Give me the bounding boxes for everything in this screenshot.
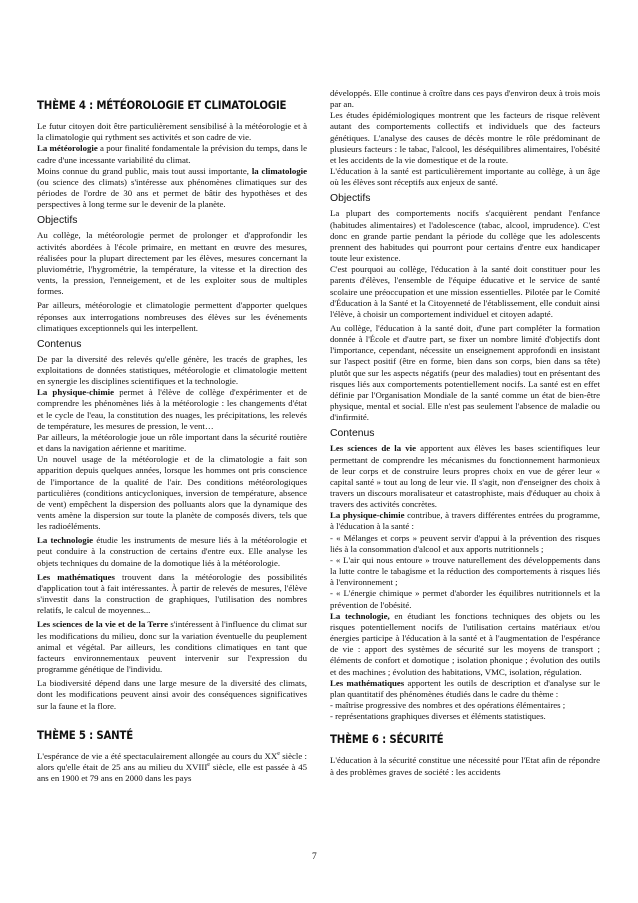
bold-term: La technologie,: [330, 610, 390, 621]
paragraph: Au collège, l'éducation à la santé doit, d'une part compléter la formation donnée à l'École et d'autre part, se fixer un nombre limité d'objectifs dont l'importance, cependant, nécessite un enseignement approfondi en insistant sur l'aspect positif (être en forme, bien dans son corps, bien dans sa tête) plutôt que sur les aspects négatifs (peur des maladies) tout en présentant des risques liés aux comportements potentiellement nocifs. La santé est en effet définie par l'Organisation Mondiale de la santé comme un état de bien-être physique, mental et social. Elle n'est pas seulement l'absence de maladie ou d'infirmité.: [330, 322, 600, 423]
paragraph: La météorologie a pour finalité fondamentale la prévision du temps, dans le cadre d'une incessante variabilité du climat.: [37, 143, 307, 165]
paragraph: Les mathématiques trouvent dans la météorologie des possibilités d'application tout à fait intéressantes. À partir de relevés de mesures, l'élève s'investit dans la construction de graphiques, l'utilisation des nombres relatifs, le calcul de moyennes...: [37, 571, 307, 616]
right-column: [330, 88, 600, 778]
theme-5-title: THÈME 5 : SANTÉ: [37, 729, 133, 742]
paragraph: Par ailleurs, météorologie et climatologie permettent d'apporter quelques réponses aux interrogations nombreuses des élèves sur les événements climatiques exceptionnels qui les interpellent.: [37, 300, 307, 333]
paragraph: Les mathématiques apportent les outils de description et d'analyse sur le plan quantitatif des phénomènes étudiés dans le cadre du thème :: [330, 677, 600, 699]
paragraph: C'est pourquoi au collège, l'éducation à la santé doit constituer pour les parents d'élèves, l'ensemble de l'équipe éducative et le service de santé scolaire une préoccupation et une mission essentielles. Pilotée par le Comité d'Éducation à la Santé et la Citoyenneté de l'établissement, elle conduit ainsi l'élève, à choisir un comportement individuel et citoyen adapté.: [330, 264, 600, 319]
paragraph: - « L'air qui nous entoure » trouve naturellement des développements dans la lutte contre le tabagisme et la réduction des comportements à risques liés à l'environnement ;: [330, 554, 600, 588]
paragraph: - représentations graphiques diverses et éléments statistiques.: [330, 711, 546, 722]
bold-term: Les sciences de la vie: [330, 443, 417, 454]
contenus-heading: Contenus: [330, 428, 375, 440]
paragraph: Par ailleurs, la météorologie joue un rôle important dans la sécurité routière et dans la navigation aérienne et maritime.: [37, 431, 307, 454]
bold-term: La physique-chimie: [37, 387, 115, 398]
paragraph: Le futur citoyen doit être particulièrement sensibilisé à la météorologie et à la climatologie qui rythment ses activités et son cadre de vie.: [37, 121, 307, 143]
bold-term: Les mathématiques: [37, 571, 115, 582]
paragraph: La biodiversité dépend dans une large mesure de la diversité des climats, dont les modifications peuvent ainsi avoir des conséquences significatives sur la faune et la flore.: [37, 678, 307, 711]
paragraph: Les sciences de la vie et de la Terre s'intéressent à l'influence du climat sur les modifications du milieu, donc sur la variation éventuelle du peuplement animal et végétal. Par ailleurs, les conditions climatiques en tant que facteurs environnementaux peuvent intervenir sur l'expression du programme génétique de l'individu.: [37, 619, 308, 675]
paragraph: La plupart des comportements nocifs s'acquièrent pendant l'enfance (habitudes alimentaires) et l'adolescence (tabac, alcool, imprudence). C'est donc en grande partie pendant la période du collège que les adolescents prennent des habitudes qui pourront pour certains d'entre eux handicaper toute leur existence.: [330, 208, 600, 264]
theme-6-title: THÈME 6 : SÉCURITÉ: [330, 734, 444, 747]
paragraph: La technologie, en étudiant les fonctions techniques des objets ou les risques potentiellement nocifs de l'utilisation certains matériaux et/ou énergies participe à l'éducation à la santé et à l'augmentation de l'espérance de vie : apport des systèmes de sécurité sur les moyens de transport ; éléments de confort et domotique ; isolation phonique ; évolution des outils et des machines ; évolution des habitations, VMC, isolation, régulation.: [330, 610, 600, 677]
theme-4-title: THÈME 4 : MÉTÉOROLOGIE ET CLIMATOLOGIE: [37, 100, 287, 113]
paragraph: L'éducation à la santé est particulièrement importante au collège, à un âge où les élèves sont réceptifs aux enjeux de santé.: [330, 166, 600, 188]
bold-term: La technologie: [37, 535, 94, 546]
bold-term: Les sciences de la vie et de la Terre: [37, 619, 169, 630]
paragraph: Moins connue du grand public, mais tout aussi importante, la climatologie (ou science des climats) s'intéresse aux phénomènes climatiques sur des périodes de l'ordre de 30 ans et permet de bâtir des hypothèses et des perspectives à long terme sur le devenir de la planète.: [37, 165, 307, 210]
contenus-heading: Contenus: [37, 338, 82, 350]
bold-term: La physique-chimie: [330, 510, 405, 521]
bold-term: La météorologie: [37, 143, 98, 154]
paragraph: La physique-chimie contribue, à travers différentes entrées du programme, à l'éducation à la santé :: [330, 510, 600, 532]
objectifs-heading: Objectifs: [37, 215, 78, 227]
paragraph: La physique-chimie permet à l'élève de collège d'expérimenter et de comprendre les phénomènes liés à la météorologie : les changements d'état et le cycle de l'eau, la constitution des nuages, les précipitations, les relevés de température, les mesures de pression, le vent…: [37, 387, 307, 431]
paragraph: - « Mélanges et corps » peuvent servir d'appui à la prévention des risques liés à la consommation d'alcool et aux apports nutritionnels ;: [330, 532, 600, 554]
paragraph: Les sciences de la vie apportent aux élèves les bases scientifiques leur permettant de comprendre les mécanismes du fonctionnement harmonieux de leur corps et de construire leurs propres choix en vue de gérer leur « capital santé » tout au long de leur vie. Il s'agit, non d'enseigner des choix à travers un discours moralisateur et catastrophiste, mais d'éduquer au choix à travers des activités concrètes.: [330, 443, 600, 510]
bold-term: la climatologie: [251, 165, 307, 176]
paragraph: Au collège, la météorologie permet de prolonger et d'approfondir les activités abordées à l'école primaire, en mettant en œuvre des mesures, réalisées pour la plupart directement par les élèves, mesures concernant la pluviométrie, l'hygrométrie, la température, la vitesse et la direction des vents, la pression, l'enneigement, et de les exploiter sous de multiples formes.: [37, 230, 307, 297]
paragraph: - « L'énergie chimique » permet d'aborder les équilibres nutritionnels et la prévention de l'obésité.: [330, 588, 600, 610]
paragraph: - maîtrise progressive des nombres et des opérations élémentaires ;: [330, 699, 566, 710]
objectifs-heading: Objectifs: [330, 193, 371, 205]
paragraph: Un nouvel usage de la météorologie et de la climatologie a fait son apparition depuis quelques années, lorsque les hommes ont pris conscience de l'importance de la qualité de l'air. Des conditions météorologiques particulières (conditions anticycloniques, inversion de température, absence de vent) empêchent la dispersion des polluants alors que la dynamique des vents amène la dispersion sur toute la planète de composés divers, tels que les radioéléments.: [37, 454, 307, 532]
paragraph: Les études épidémiologiques montrent que les facteurs de risque relèvent autant des comportements collectifs et individuels que des facteurs génétiques. L'analyse des causes de décès montre le rôle prédominant de plusieurs facteurs : le tabac, l'alcool, les déséquilibres alimentaires, l'obésité et les accidents de la vie domestique et de la route.: [330, 110, 600, 165]
paragraph: La technologie étudie les instruments de mesure liés à la météorologie et peut conduire à la construction de certains d'entre eux. Elle analyse les objets techniques du domaine de la domotique liés à la météorologie.: [37, 535, 307, 568]
left-column: [37, 100, 307, 784]
paragraph: L'espérance de vie a été spectaculairement allongée au cours du XXe siècle : alors qu'elle était de 25 ans au milieu du XVIIIe siècle, elle est passée à 45 ans en 1900 et 79 ans en 2000 dans les pays: [37, 750, 307, 784]
bold-term: Les mathématiques: [330, 677, 405, 688]
paragraph: L'éducation à la sécurité constitue une nécessité pour l'Etat afin de répondre à des problèmes graves de société : les accidents: [330, 755, 600, 777]
paragraph: développés. Elle continue à croître dans ces pays d'environ deux à trois mois par an.: [330, 88, 600, 110]
paragraph: De par la diversité des relevés qu'elle génère, les tracés de graphes, les exploitations de données statistiques, météorologie et climatologie mettent en synergie les disciplines scientifiques et la technologie.: [37, 353, 307, 387]
page-number: 7: [312, 852, 317, 862]
